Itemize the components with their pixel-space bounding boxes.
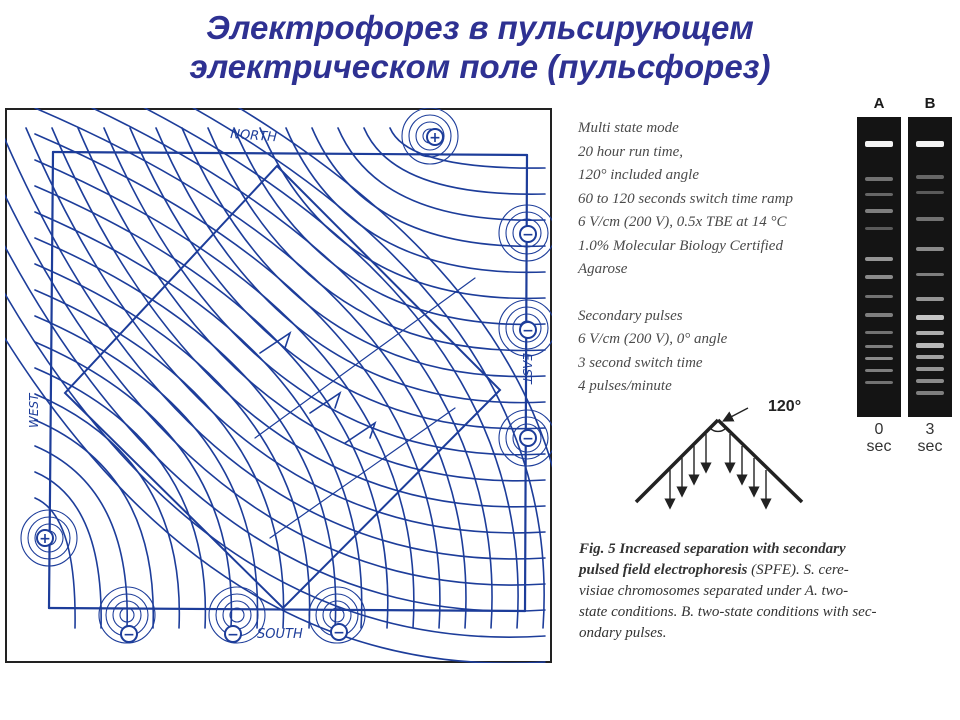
plus-sign: + — [429, 130, 441, 146]
caption-text: ondary pulses. — [579, 625, 667, 641]
caption-line — [579, 602, 939, 623]
caption-text: (SPFE). S. cere- — [747, 562, 849, 578]
gel-band — [916, 191, 944, 194]
angle-diagram — [630, 392, 820, 512]
gel-band — [916, 175, 944, 179]
negative-electrode — [331, 624, 347, 641]
caption-line — [579, 560, 939, 581]
cond1-line: 20 hour run time, — [578, 143, 683, 160]
gel-band — [865, 177, 893, 181]
minus-sign: − — [123, 627, 135, 643]
direction-arrows — [670, 434, 766, 504]
gel-band — [865, 193, 893, 196]
gel-band — [916, 367, 944, 371]
caption-text: state conditions. B. two-state conditions with sec- — [579, 604, 877, 620]
lane-b-time-value: 3 — [925, 421, 935, 438]
gel-band — [916, 379, 944, 383]
cond2-line: 6 V/cm (200 V), 0° angle — [578, 331, 728, 347]
title-line-1: Электрофорез в пульсирующем — [206, 9, 754, 46]
gel-band — [916, 217, 944, 221]
cond1-line: 6 V/cm (200 V), 0.5x TBE at 14 °C — [578, 214, 787, 230]
gel-band — [916, 355, 944, 359]
gel-lane-a — [857, 95, 901, 455]
plus-sign: + — [39, 531, 51, 547]
gel-band — [865, 369, 893, 372]
gel-band — [916, 247, 944, 251]
gel-band — [865, 141, 893, 147]
gel-band — [865, 209, 893, 213]
gel-band — [865, 313, 893, 317]
cond1-line: Multi state mode — [578, 120, 679, 136]
minus-sign: − — [227, 627, 239, 643]
gel-band — [865, 295, 893, 298]
lane-b-time-unit: sec — [917, 438, 943, 455]
negative-electrode — [121, 626, 137, 643]
cond2-line: 4 pulses/minute — [578, 378, 672, 394]
gel-band — [916, 343, 944, 348]
lane-b-image — [908, 117, 952, 417]
gel-background — [908, 117, 952, 417]
negative-electrode — [520, 430, 536, 447]
lane-a-time — [857, 421, 901, 455]
gel-band — [865, 345, 893, 348]
gel-band — [865, 357, 893, 360]
gel-band — [865, 381, 893, 384]
south-label: SOUTH — [257, 627, 303, 642]
angle-arc — [710, 428, 726, 431]
east-label: EAST — [520, 353, 534, 384]
figure-caption — [579, 539, 939, 644]
positive-electrode — [427, 129, 443, 146]
cond1-line: 1.0% Molecular Biology Certified — [578, 237, 783, 254]
negative-electrode — [225, 626, 241, 643]
lane-a-image — [857, 117, 901, 417]
cond1-line: 120° included angle — [578, 167, 699, 183]
gel-band — [916, 391, 944, 395]
lane-a-time-unit: sec — [866, 438, 892, 455]
caption-line — [579, 623, 939, 644]
gel-band — [916, 141, 944, 147]
minus-sign: − — [522, 323, 534, 339]
minus-sign: − — [522, 227, 534, 243]
cond1-line: Agarose — [578, 261, 628, 277]
caption-line — [579, 539, 939, 560]
minus-sign: − — [522, 431, 534, 447]
gel-band — [865, 275, 893, 279]
minus-sign: − — [333, 625, 345, 641]
gel-band — [865, 227, 893, 230]
positive-electrode — [37, 530, 53, 547]
lane-b-label: B — [924, 95, 936, 112]
run-conditions — [578, 117, 848, 399]
conditions-group-primary — [578, 117, 848, 282]
caption-bold-text: Fig. 5 Increased separation with secondary — [579, 541, 846, 557]
caption-bold-text: pulsed field electrophoresis — [579, 562, 748, 578]
gel-band — [916, 273, 944, 276]
caption-text: visiae chromosomes separated under A. two- — [579, 583, 849, 599]
west-label: WEST — [27, 393, 41, 428]
gel-lane-b — [908, 95, 952, 455]
gel-band — [916, 331, 944, 335]
gel-band — [916, 297, 944, 301]
slide-title — [0, 8, 960, 86]
title-line-2: электрическом поле (пульсфорез) — [189, 48, 771, 85]
gel-band — [865, 257, 893, 261]
cond2-line: 3 second switch time — [578, 354, 703, 371]
caption-line — [579, 581, 939, 602]
angle-pointer — [727, 408, 748, 419]
angle-label: 120° — [768, 398, 802, 415]
cond2-line: Secondary pulses — [578, 307, 683, 324]
north-label: NORTH — [229, 127, 278, 146]
lane-a-time-value: 0 — [874, 421, 884, 438]
field-line-sketch — [5, 108, 552, 663]
lane-a-label: A — [873, 95, 885, 112]
negative-electrode — [520, 226, 536, 243]
lane-b-time — [908, 421, 952, 455]
negative-electrode — [520, 322, 536, 339]
gel-band — [916, 315, 944, 320]
gel-band — [865, 331, 893, 334]
conditions-group-secondary — [578, 305, 848, 399]
cond1-line: 60 to 120 seconds switch time ramp — [578, 190, 793, 207]
